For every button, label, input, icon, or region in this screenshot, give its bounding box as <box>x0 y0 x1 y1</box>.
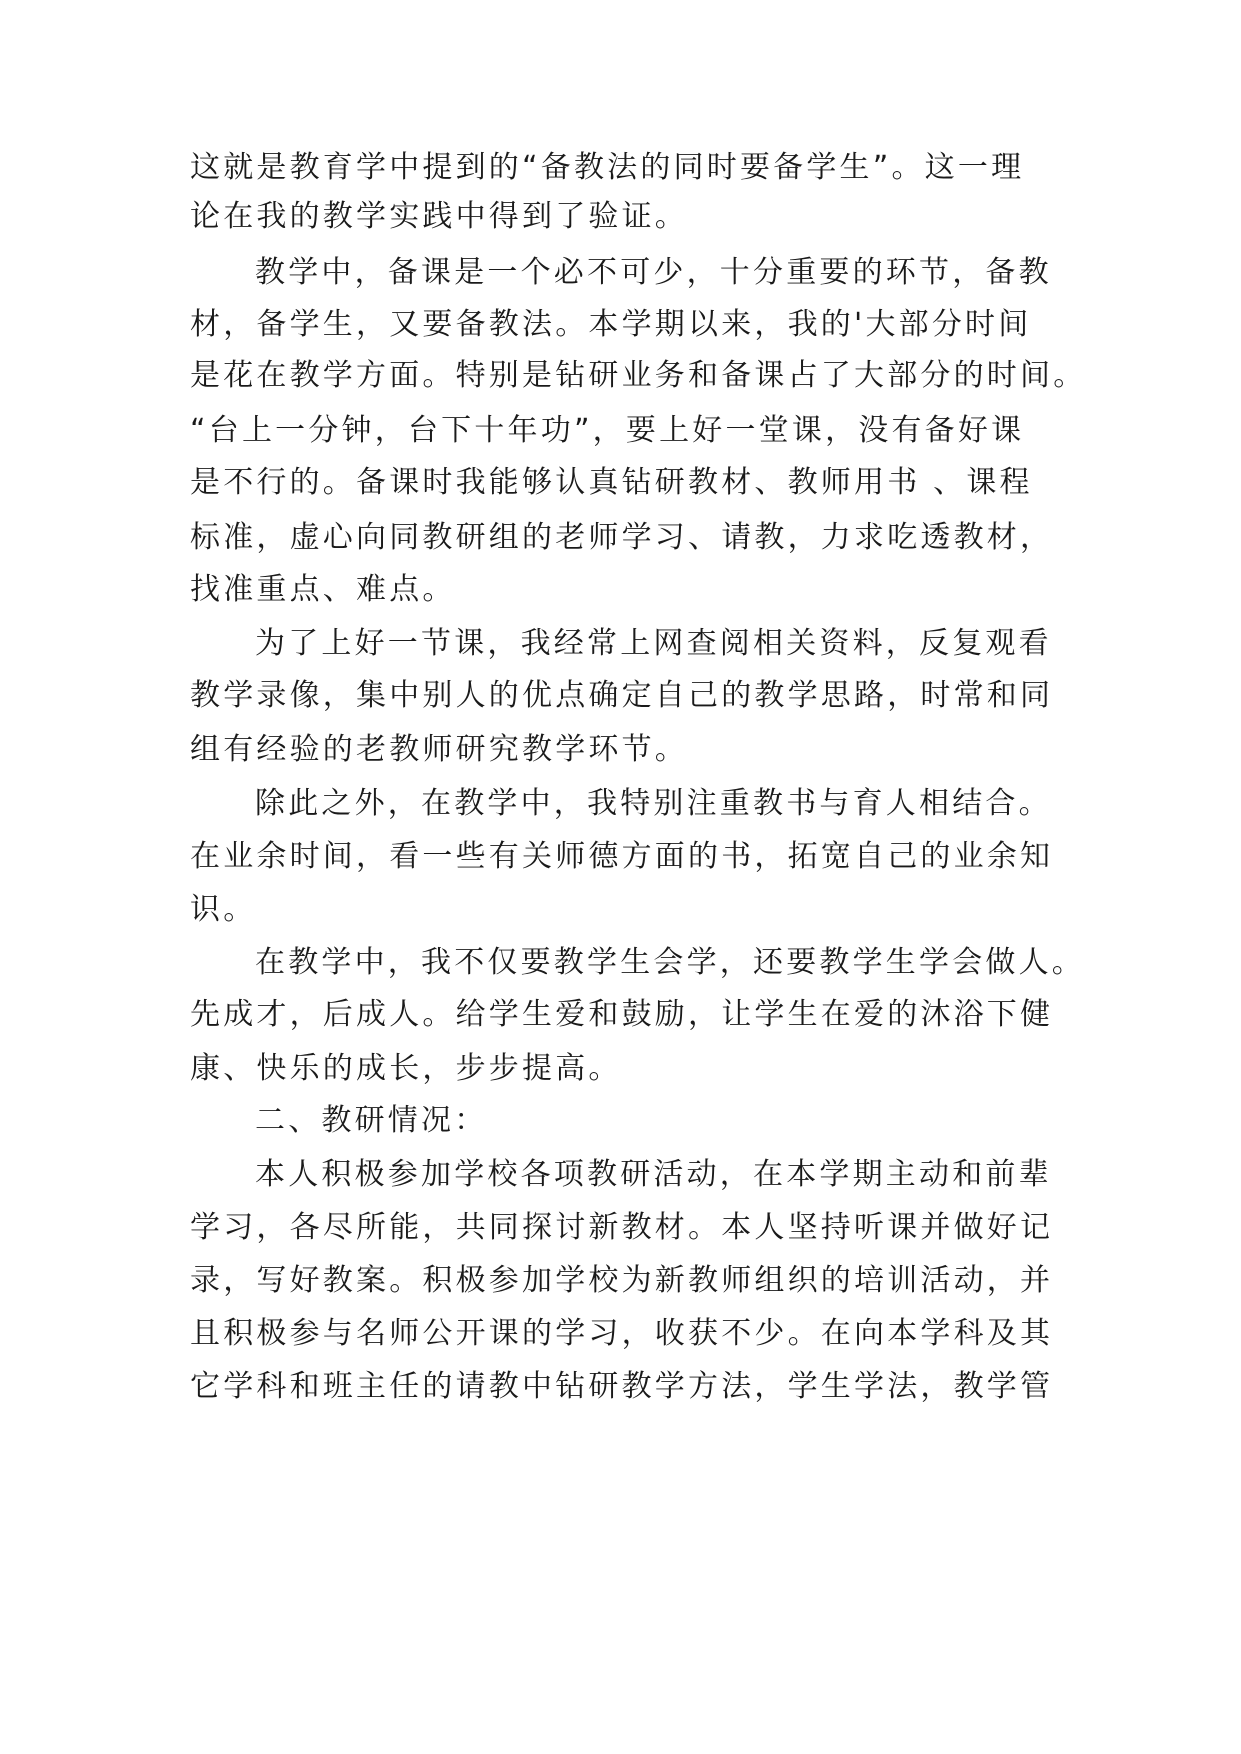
text-line: 教学录像，集中别人的优点确定自己的教学思路，时常和同 <box>190 678 1054 713</box>
text-line: 组有经验的老教师研究教学环节。 <box>190 732 688 767</box>
text-line: 先成才，后成人。给学生爱和鼓励，让学生在爱的沐浴下健 <box>190 997 1054 1032</box>
text-line: 标准，虚心向同教研组的老师学习、请教，力求吃透教材， <box>190 520 1054 555</box>
text-line: 这就是教育学中提到的“备教法的同时要备学生”。这一理 <box>190 150 1025 185</box>
text-line: 在教学中，我不仅要教学生会学，还要教学生学会做人。 <box>255 945 1085 980</box>
text-line: 学习，各尽所能，共同探讨新教材。本人坚持听课并做好记 <box>190 1210 1054 1245</box>
text-line: 为了上好一节课，我经常上网查阅相关资料，反复观看 <box>255 626 1052 661</box>
text-line: 康、快乐的成长，步步提高。 <box>190 1051 622 1086</box>
text-line: 识。 <box>190 892 257 927</box>
text-line: 它学科和班主任的请教中钻研教学方法，学生学法，教学管 <box>190 1369 1054 1404</box>
text-line: 录，写好教案。积极参加学校为新教师组织的培训活动，并 <box>190 1263 1054 1298</box>
text-line: 教学中，备课是一个必不可少，十分重要的环节，备教 <box>255 255 1052 290</box>
text-line: 是花在教学方面。特别是钻研业务和备课占了大部分的时间。 <box>190 358 1087 393</box>
text-line: 本人积极参加学校各项教研活动，在本学期主动和前辈 <box>255 1157 1052 1192</box>
section-heading: 二、教研情况： <box>255 1103 488 1138</box>
text-line: 且积极参与名师公开课的学习，收获不少。在向本学科及其 <box>190 1316 1054 1351</box>
text-line: 在业余时间，看一些有关师德方面的书，拓宽自己的业余知 <box>190 839 1054 874</box>
text-line: 论在我的教学实践中得到了验证。 <box>190 199 688 234</box>
text-line: 是不行的。备课时我能够认真钻研教材、教师用书 、课程 <box>190 465 1033 500</box>
text-line: “台上一分钟，台下十年功”，要上好一堂课，没有备好课 <box>190 413 1025 448</box>
text-line: 找准重点、难点。 <box>190 572 456 607</box>
text-line: 除此之外，在教学中，我特别注重教书与育人相结合。 <box>255 786 1052 821</box>
text-line: 材，备学生，又要备教法。本学期以来，我的'大部分时间 <box>190 307 1032 342</box>
